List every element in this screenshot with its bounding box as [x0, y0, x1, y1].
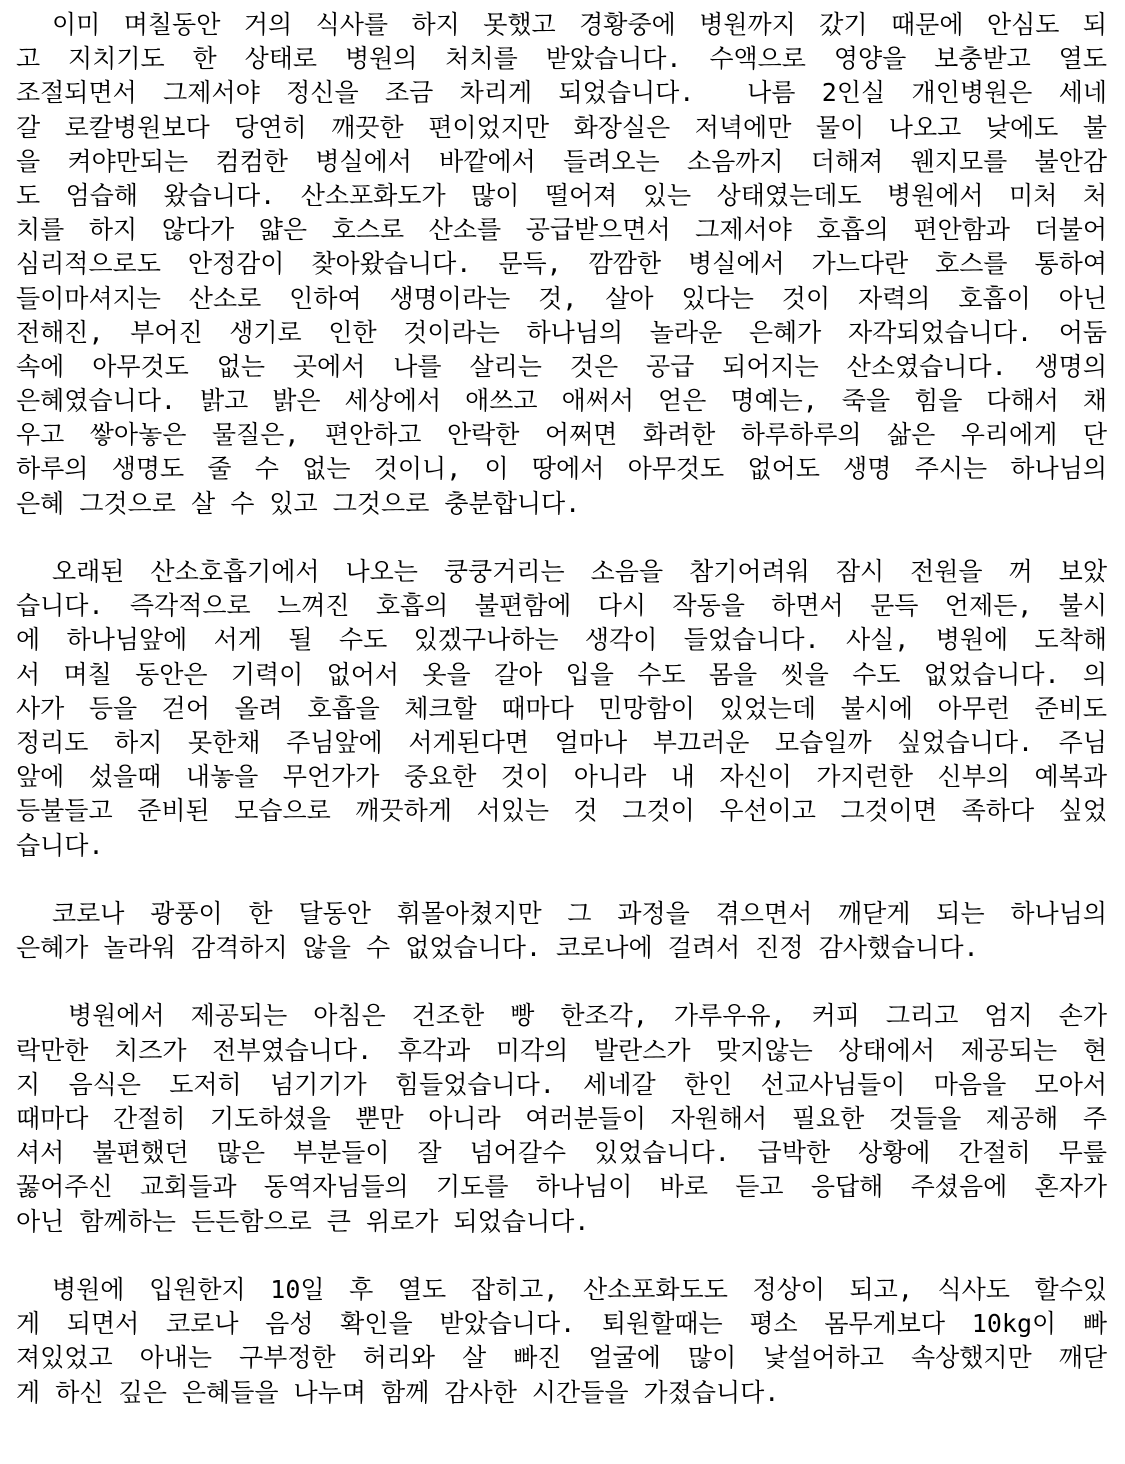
text-line: 습니다.	[16, 830, 104, 860]
text-line: 져있었고 아내는 구부정한 허리와 살 빠진 얼굴에 많이 낯설어하고 속상했지만 깨닫	[16, 1343, 1107, 1373]
text-line: 을 켜야만되는 컴컴한 병실에서 바깥에서 들려오는 소음까지 더해져 웬지모를 불안감	[16, 146, 1107, 176]
text-line: 지 음식은 도저히 넘기기가 힘들었습니다. 세네갈 한인 선교사님들이 마음을 모아서	[16, 1069, 1107, 1099]
text-line: 은혜가 놀라워 감격하지 않을 수 없었습니다. 코로나에 걸려서 진정 감사했습니다.	[16, 933, 979, 963]
text-line: 락만한 치즈가 전부였습니다. 후각과 미각의 발란스가 맞지않는 상태에서 제공되는 현	[16, 1035, 1107, 1065]
text-line: 사가 등을 걷어 올려 호흡을 체크할 때마다 민망함이 있었는데 불시에 아무런 준비도	[16, 693, 1107, 723]
text-line: 전해진, 부어진 생기로 인한 것이라는 하나님의 놀라운 은혜가 자각되었습니다. 어둠	[16, 317, 1107, 347]
paragraph-3	[16, 897, 1107, 965]
text-line: 꿇어주신 교회들과 동역자님들의 기도를 하나님이 바로 듣고 응답해 주셨음에 혼자가	[16, 1172, 1107, 1202]
text-line: 등불들고 준비된 모습으로 깨끗하게 서있는 것 그것이 우선이고 그것이면 족하다 싶었	[16, 796, 1107, 826]
text-line: 조절되면서 그제서야 정신을 조금 차리게 되었습니다. 나름 2인실 개인병원은 세네	[16, 78, 1107, 108]
text-line: 코로나 광풍이 한 달동안 휘몰아쳤지만 그 과정을 겪으면서 깨닫게 되는 하나님의	[52, 898, 1107, 928]
text-line: 도 엄습해 왔습니다. 산소포화도가 많이 떨어져 있는 상태였는데도 병원에서 미처 처	[16, 180, 1107, 210]
text-line: 앞에 섰을때 내놓을 무언가가 중요한 것이 아니라 내 자신이 가지런한 신부의 예복과	[16, 762, 1107, 792]
text-line: 들이마셔지는 산소로 인하여 생명이라는 것, 살아 있다는 것이 자력의 호흡이 아닌	[16, 283, 1107, 313]
paragraph-gap	[16, 1239, 1107, 1273]
text-line: 서 며칠 동안은 기력이 없어서 옷을 갈아 입을 수도 몸을 씻을 수도 없었습니다. 의	[16, 659, 1107, 689]
text-line: 하루의 생명도 줄 수 없는 것이니, 이 땅에서 아무것도 없어도 생명 주시는 하나님의	[16, 454, 1107, 484]
text-line: 아닌 함께하는 든든함으로 큰 위로가 되었습니다.	[16, 1206, 590, 1236]
text-line: 셔서 불편했던 많은 부분들이 잘 넘어갈수 있었습니다. 급박한 상황에 간절히 무릎	[16, 1138, 1107, 1168]
text-line: 고 지치기도 한 상태로 병원의 처치를 받았습니다. 수액으로 영양을 보충받고 열도	[16, 44, 1107, 74]
text-line: 습니다. 즉각적으로 느껴진 호흡의 불편함에 다시 작동을 하면서 문득 언제든, 불시	[16, 591, 1107, 621]
text-line: 심리적으로도 안정감이 찾아왔습니다. 문득, 깜깜한 병실에서 가느다란 호스를 통하여	[16, 249, 1107, 279]
text-line: 오래된 산소호흡기에서 나오는 쿵쿵거리는 소음을 참기어려워 잠시 전원을 꺼 보았	[52, 557, 1107, 586]
paragraph-5	[16, 1273, 1107, 1410]
text-line: 게 되면서 코로나 음성 확인을 받았습니다. 퇴원할때는 평소 몸무게보다 10kg이 빠	[16, 1309, 1107, 1339]
text-line: 병원에 입원한지 10일 후 열도 잡히고, 산소포화도도 정상이 되고, 식사도 할수있	[52, 1274, 1107, 1304]
text-line: 병원에서 제공되는 아침은 건조한 빵 한조각, 가루우유, 커피 그리고 엄지 손가	[68, 1001, 1107, 1031]
text-line: 은혜 그것으로 살 수 있고 그것으로 충분합니다.	[16, 488, 581, 518]
paragraph-2	[16, 555, 1107, 863]
paragraph-1	[16, 8, 1107, 521]
text-line: 우고 쌓아놓은 물질은, 편안하고 안락한 어쩌면 화려한 하루하루의 삶은 우리에게 단	[16, 420, 1107, 450]
text-line: 은혜였습니다. 밝고 밝은 세상에서 애쓰고 애써서 얻은 명예는, 죽을 힘을 다해서 채	[16, 386, 1107, 416]
text-line: 속에 아무것도 없는 곳에서 나를 살리는 것은 공급 되어지는 산소였습니다. 생명의	[16, 351, 1107, 381]
paragraph-gap	[16, 965, 1107, 999]
text-line: 치를 하지 않다가 얇은 호스로 산소를 공급받으면서 그제서야 호흡의 편안함과 더불어	[16, 215, 1107, 245]
paragraph-gap	[16, 521, 1107, 555]
paragraph-gap	[16, 863, 1107, 897]
text-line: 정리도 하지 못한채 주님앞에 서게된다면 얼마나 부끄러운 모습일까 싶었습니다. 주님	[16, 727, 1107, 757]
text-line: 이미 며칠동안 거의 식사를 하지 못했고 경황중에 병원까지 갔기 때문에 안심도 되	[52, 10, 1107, 39]
text-line: 때마다 간절히 기도하셨을 뿐만 아니라 여러분들이 자원해서 필요한 것들을 제공해 주	[16, 1104, 1107, 1133]
text-line: 에 하나님앞에 서게 될 수도 있겠구나하는 생각이 들었습니다. 사실, 병원에 도착해	[16, 625, 1107, 655]
paragraph-4	[16, 999, 1107, 1238]
text-line: 게 하신 깊은 은혜들을 나누며 함께 감사한 시간들을 가졌습니다.	[16, 1377, 780, 1407]
text-line: 갈 로칼병원보다 당연히 깨끗한 편이었지만 화장실은 저녁에만 물이 나오고 낮에도 불	[16, 112, 1107, 142]
